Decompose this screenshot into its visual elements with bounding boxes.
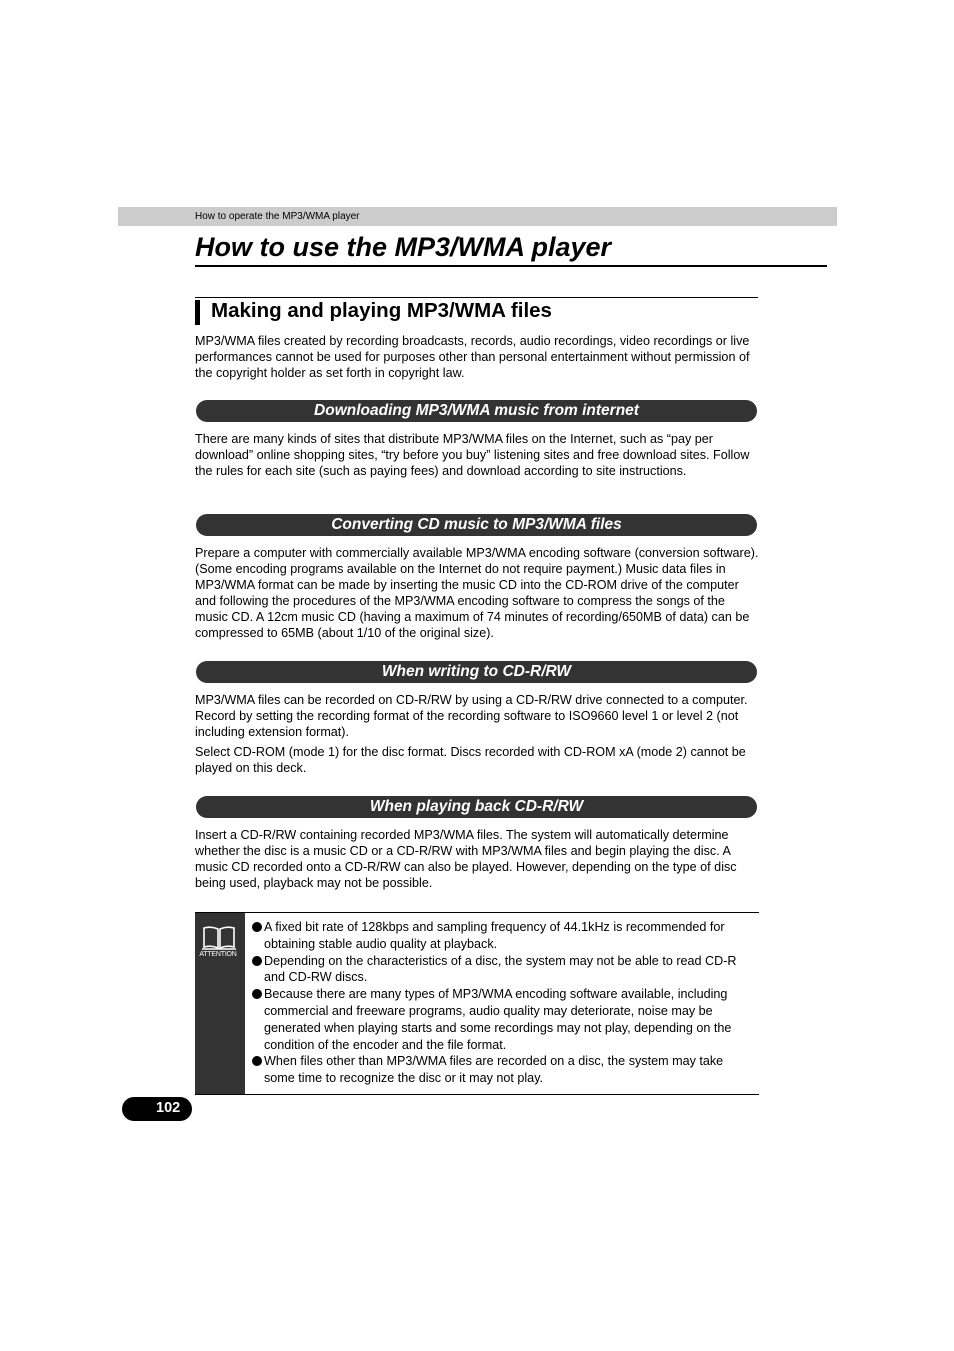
attention-list (252, 919, 752, 1087)
open-book-icon (201, 925, 237, 951)
attention-item (252, 953, 752, 987)
attention-sidebar (195, 913, 245, 1094)
section-heading (195, 297, 758, 326)
attention-item-text: A fixed bit rate of 128kbps and sampling frequency of 44.1kHz is recommended for obtaining stable audio quality at playback. (264, 920, 725, 951)
bullet-icon (252, 922, 262, 932)
paragraph-writing-2: Select CD-ROM (mode 1) for the disc format. Discs recorded with CD-ROM xA (mode 2) cannot be played on this deck. (195, 745, 746, 776)
subheading-playing: When playing back CD-R/RW (196, 796, 757, 818)
attention-item-text: When files other than MP3/WMA files are recorded on a disc, the system may take some time to recognize the disc or it may not play. (264, 1054, 724, 1086)
page-title: How to use the MP3/WMA player (195, 232, 612, 262)
intro-paragraph: MP3/WMA files created by recording broadcasts, records, audio recordings, video recordings or live performances cannot be used for purposes other than personal entertainment without permission of the copyright holder as set forth in copyright law. (195, 334, 750, 381)
paragraph-downloading: There are many kinds of sites that distribute MP3/WMA files on the Internet, such as “pay per download” online shopping sites, “try before you buy” listening sites and free download sites. Follow the rules for each site (such as paying fees) and download according to site instructions. (195, 432, 750, 479)
bullet-icon (252, 1056, 262, 1066)
attention-item (252, 919, 752, 953)
paragraph-writing-1: MP3/WMA files can be recorded on CD-R/RW by using a CD-R/RW drive connected to a computer. Record by setting the recording format of the recording software to ISO9660 level 1 or level 2 (not including extension format). (195, 693, 748, 740)
bullet-icon (252, 989, 262, 999)
attention-item-text: Depending on the characteristics of a disc, the system may not be able to read CD-R and CD-RW discs. (264, 953, 737, 985)
title-underline (195, 265, 827, 267)
attention-item-text: Because there are many types of MP3/WMA encoding software available, including commercial and freeware programs, audio quality may deteriorate, noise may be generated when playing starts and some recordings may not play, depending on the condition of the encoder and the file format. (264, 987, 732, 1052)
attention-item (252, 1053, 752, 1087)
subheading-writing: When writing to CD-R/RW (196, 661, 757, 683)
paragraph-playing: Insert a CD-R/RW containing recorded MP3/WMA files. The system will automatically determine whether the disc is a music CD or a CD-R/RW with MP3/WMA files and begin playing the disc. A music CD recorded onto a CD-R/RW can also be played. However, depending on the type of disc being used, playback may not be possible. (195, 828, 737, 891)
paragraph-converting: Prepare a computer with commercially available MP3/WMA encoding software (conversion software). (Some encoding programs available on the Internet do not require payment.) Music data files in MP3/WMA format can be made by inserting the music CD into the CD-ROM drive of the computer and following the procedures of the MP3/WMA encoding software to compress the songs of the music CD. A 12cm music CD (having a maximum of 74 minutes of recording/650MB of data) can be compressed to 65MB (about 1/10 of the original size). (195, 546, 759, 641)
section-heading-bar (195, 300, 200, 325)
page-number: 102 (122, 1097, 192, 1121)
attention-item (252, 986, 752, 1053)
attention-box (195, 912, 759, 1095)
section-heading-label: Making and playing MP3/WMA files (211, 299, 552, 322)
subheading-downloading: Downloading MP3/WMA music from internet (196, 400, 757, 422)
bullet-icon (252, 956, 262, 966)
attention-label: ATTENTION (199, 951, 237, 958)
subheading-converting: Converting CD music to MP3/WMA files (196, 514, 757, 536)
breadcrumb: How to operate the MP3/WMA player (195, 211, 360, 222)
